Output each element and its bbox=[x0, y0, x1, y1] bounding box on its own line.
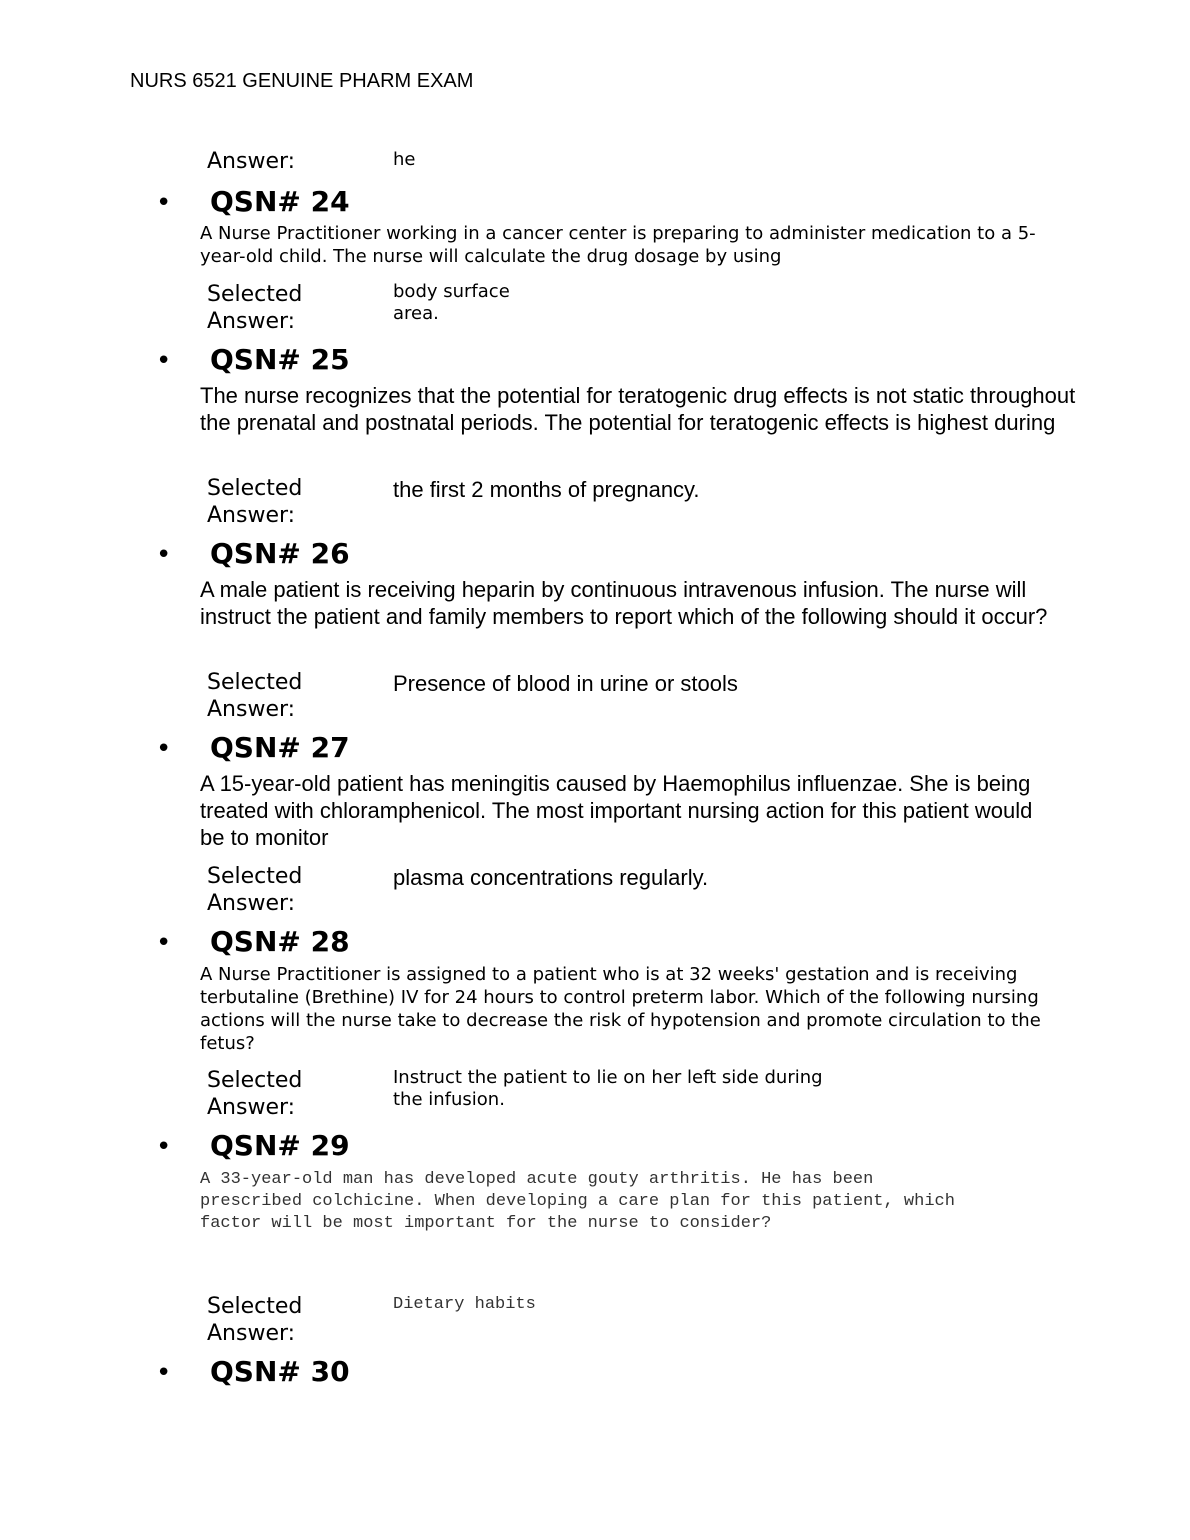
bullet: • bbox=[156, 734, 172, 764]
selected-answer bbox=[393, 281, 510, 325]
selected-label-line2: Answer: bbox=[207, 891, 296, 916]
selected-label bbox=[207, 475, 377, 529]
selected-label bbox=[207, 1293, 377, 1347]
bullet: • bbox=[156, 346, 172, 376]
question-text bbox=[200, 1169, 1080, 1235]
selected-label-line2: Answer: bbox=[207, 309, 296, 334]
selected-label-line1: Selected bbox=[207, 1294, 303, 1319]
selected-label-line2: Answer: bbox=[207, 503, 296, 528]
question-text-line2: prescribed colchicine. When developing a care plan for this patient, which bbox=[200, 1192, 955, 1211]
selected-label-line1: Selected bbox=[207, 670, 303, 695]
selected-label-line1: Selected bbox=[207, 864, 303, 889]
question-heading: QSN# 29 bbox=[210, 1129, 350, 1162]
bullet: • bbox=[156, 188, 172, 218]
bullet: • bbox=[156, 540, 172, 570]
question-heading: QSN# 27 bbox=[210, 731, 350, 764]
selected-label-line1: Selected bbox=[207, 1068, 303, 1093]
question-text-line3: factor will be most important for the nurse to consider? bbox=[200, 1214, 772, 1233]
selected-answer bbox=[393, 1067, 823, 1111]
question-heading: QSN# 24 bbox=[210, 185, 350, 218]
selected-label-line1: Selected bbox=[207, 282, 303, 307]
selected-label-line2: Answer: bbox=[207, 697, 296, 722]
selected-answer-line1: body surface bbox=[393, 281, 510, 302]
question-heading: QSN# 28 bbox=[210, 925, 350, 958]
question-text: A Nurse Practitioner is assigned to a patient who is at 32 weeks' gestation and is receiving terbutaline (Brethine) IV for 24 hours to control preterm labor. Which of the following nursing actions will the nurse take to decrease the risk of hypotension and promote circulation to the fetus? bbox=[200, 964, 1041, 1054]
question-text: A 15-year-old patient has meningitis caused by Haemophilus influenzae. She is being treated with chloramphenicol. The most important nursing action for this patient would be to monitor bbox=[200, 771, 1033, 850]
question-text-line1: A 33-year-old man has developed acute gouty arthritis. He has been bbox=[200, 1170, 874, 1189]
selected-answer: plasma concentrations regularly. bbox=[393, 865, 709, 890]
question-text: A Nurse Practitioner working in a cancer center is preparing to administer medication to a 5-year-old child. The nurse will calculate the drug dosage by using bbox=[200, 223, 1036, 267]
question-heading: QSN# 25 bbox=[210, 343, 350, 376]
bullet: • bbox=[156, 1358, 172, 1388]
selected-label bbox=[207, 1067, 377, 1121]
question-heading: QSN# 30 bbox=[210, 1355, 350, 1388]
question-text: The nurse recognizes that the potential for teratogenic drug effects is not static throughout the prenatal and postnatal periods. The potential for teratogenic effects is highest during bbox=[200, 383, 1076, 435]
selected-label-line2: Answer: bbox=[207, 1095, 296, 1120]
selected-answer: the first 2 months of pregnancy. bbox=[393, 477, 700, 502]
selected-answer: Dietary habits bbox=[393, 1295, 536, 1314]
selected-label-line2: Answer: bbox=[207, 1321, 296, 1346]
selected-label bbox=[207, 281, 377, 335]
selected-answer-line2: area. bbox=[393, 303, 439, 324]
selected-label bbox=[207, 863, 377, 917]
bullet: • bbox=[156, 1132, 172, 1162]
question-heading: QSN# 26 bbox=[210, 537, 350, 570]
answer-value: he bbox=[393, 149, 416, 170]
selected-label bbox=[207, 669, 377, 723]
bullet: • bbox=[156, 928, 172, 958]
selected-answer: Presence of blood in urine or stools bbox=[393, 671, 738, 696]
page-header-title: NURS 6521 GENUINE PHARM EXAM bbox=[130, 70, 474, 92]
selected-answer-line1: Instruct the patient to lie on her left side during bbox=[393, 1067, 823, 1088]
selected-label-line1: Selected bbox=[207, 476, 303, 501]
answer-label: Answer: bbox=[207, 149, 296, 174]
question-text: A male patient is receiving heparin by continuous intravenous infusion. The nurse will instruct the patient and family members to report which of the following should it occur? bbox=[200, 577, 1048, 629]
selected-answer-line2: the infusion. bbox=[393, 1089, 505, 1110]
